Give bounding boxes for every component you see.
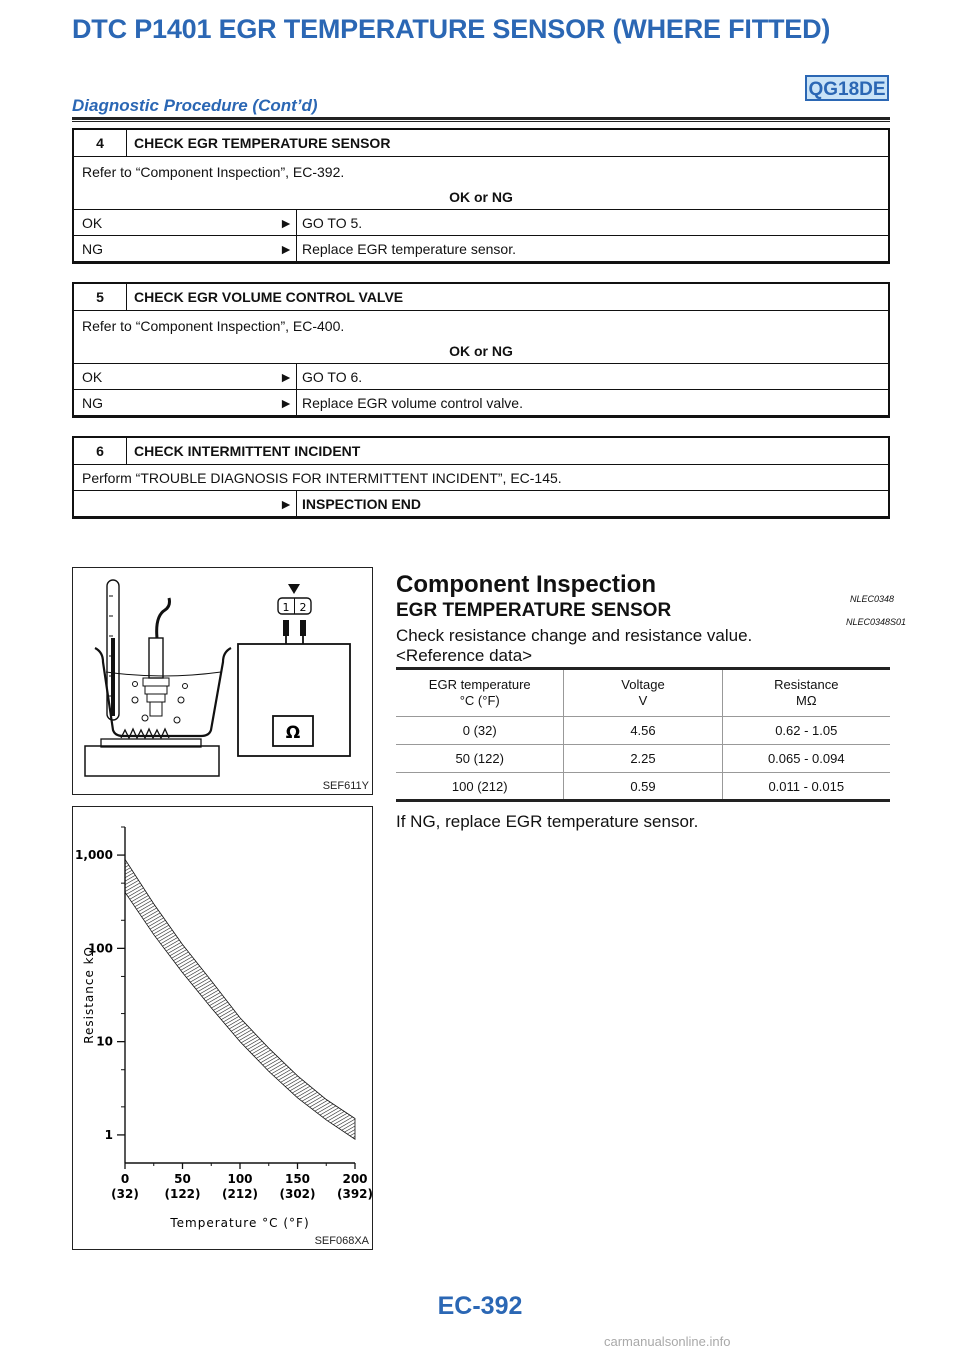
branch-action: GO TO 6. [302,369,363,385]
x-tick-label: 0 [120,1172,130,1186]
subsection-title: EGR TEMPERATURE SENSOR [396,600,672,621]
table-row [396,745,890,773]
table-header-row [396,669,890,717]
sensor-test-drawing [73,568,372,794]
table-cell: 0.62 - 1.05 [722,717,890,745]
step-number: 5 [74,284,127,310]
pin-label: 2 [299,601,307,614]
ng-instruction: If NG, replace EGR temperature sensor. [396,812,699,831]
arrow-right-icon: ► [279,215,293,231]
header-rule-thin [72,121,890,122]
y-axis-label: Resistance kΩ [82,946,96,1044]
x-tick-label: 150 [284,1172,311,1186]
reference-data-table [396,667,890,802]
column-header: Resistance MΩ [722,669,890,717]
arrow-right-icon: ► [279,496,293,512]
subsection-code: NLEC0348S01 [846,617,907,627]
x-tick-sublabel: (122) [164,1187,201,1201]
y-tick-label: 1,000 [75,848,113,863]
x-tick-sublabel: (212) [221,1187,259,1201]
arrow-down-icon [288,584,300,594]
header-rule [72,117,890,120]
step-6-box [72,436,890,519]
step-number: 4 [74,130,127,156]
ohm-icon: Ω [285,723,301,743]
table-cell: 0.011 - 0.015 [722,773,890,801]
table-cell: 0 (32) [462,723,497,738]
table-cell: 4.56 [564,717,722,745]
branch-action: Replace EGR volume control valve. [302,395,523,411]
resistance-band [125,859,355,1139]
step-instruction: Refer to “Component Inspection”, EC-400. [82,318,345,334]
sensor-test-illustration [72,567,373,795]
column-header: Voltage V [564,669,722,717]
arrow-right-icon: ► [279,369,293,385]
x-tick-sublabel: (392) [336,1187,372,1201]
x-tick-label: 200 [342,1172,368,1186]
arrow-right-icon: ► [279,241,293,257]
page-number: EC-392 [437,1292,523,1320]
branch-label: OK [82,215,103,231]
branch-action: GO TO 5. [302,215,363,231]
figure-caption: SEF068XA [314,1235,369,1247]
table-cell: 100 (212) [451,778,508,794]
step-number: 6 [74,438,127,464]
x-tick-label: 50 [174,1172,191,1186]
table-cell: 2.25 [564,745,722,773]
step-title: CHECK EGR TEMPERATURE SENSOR [134,135,391,151]
x-tick-label: 100 [227,1172,253,1186]
step-4-box [72,128,890,264]
step-instruction: Perform “TROUBLE DIAGNOSIS FOR INTERMITTENT INCIDENT”, EC-145. [82,470,562,486]
resistance-temperature-chart [72,806,373,1250]
x-axis-label: Temperature °C (°F) [170,1216,310,1230]
branch-action: Replace EGR temperature sensor. [302,241,516,257]
table-cell: 0.065 - 0.094 [722,745,890,773]
y-tick-label: 10 [96,1034,113,1049]
arrow-right-icon: ► [279,395,293,411]
step-title: CHECK INTERMITTENT INCIDENT [134,443,361,459]
section-code: NLEC0348 [850,594,895,604]
chart-canvas [73,807,372,1249]
inspection-description: Check resistance change and resistance value. [396,626,753,645]
step-title: CHECK EGR VOLUME CONTROL VALVE [134,289,404,305]
page-subtitle: Diagnostic Procedure (Cont’d) [72,96,318,115]
table-row [396,773,890,801]
y-tick-label: 100 [87,941,113,956]
page-title: DTC P1401 EGR TEMPERATURE SENSOR (WHERE FITTED) [72,14,831,44]
table-cell: 0.59 [564,773,722,801]
inspection-end-label: INSPECTION END [302,496,422,512]
watermark: carmanualsonline.info [604,1334,731,1349]
branch-label: NG [82,241,103,257]
branch-label: NG [82,395,103,411]
section-title: Component Inspection [396,571,656,598]
engine-badge: QG18DE [805,75,889,101]
reference-data-label: <Reference data> [396,646,533,665]
step-5-box [72,282,890,418]
table-cell: 50 (122) [455,751,504,766]
y-tick-label: 1 [104,1127,113,1142]
step-question: OK or NG [449,343,513,359]
pin-label: 1 [282,601,290,614]
x-tick-sublabel: (302) [279,1187,316,1201]
figure-caption: SEF611Y [322,780,369,792]
step-instruction: Refer to “Component Inspection”, EC-392. [82,164,345,180]
branch-label: OK [82,369,103,385]
table-row [396,717,890,745]
x-tick-sublabel: (32) [111,1187,139,1201]
column-header: EGR temperature °C (°F) [428,677,531,708]
step-question: OK or NG [449,189,513,205]
